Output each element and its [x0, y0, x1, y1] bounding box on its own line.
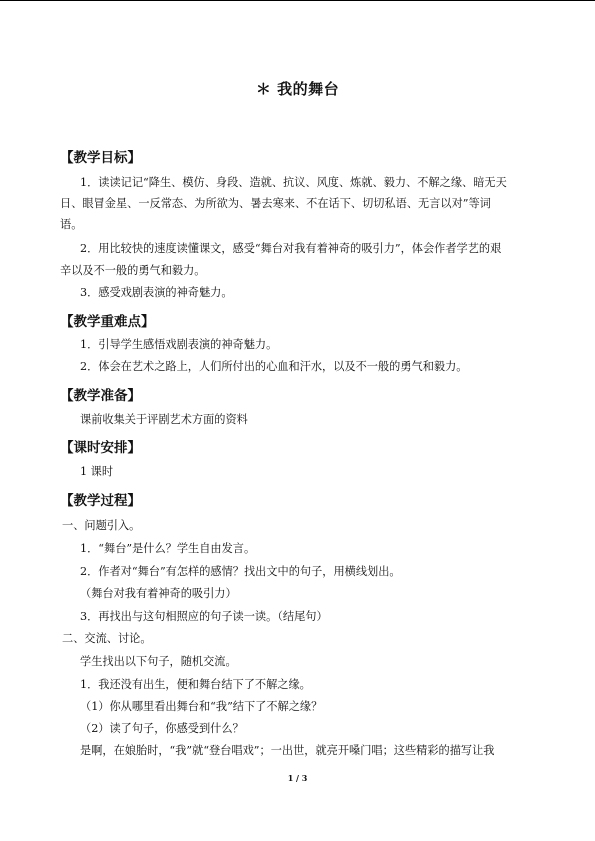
- process-line: （舞台对我有着神奇的吸引力）: [80, 587, 237, 600]
- key-points-line: 2．体会在艺术之路上，人们所付出的心血和汗水，以及不一般的勇气和毅力。: [80, 360, 468, 373]
- process-line: 二、交流、讨论。: [62, 632, 152, 645]
- process-line: 1．“舞台”是什么？学生自由发言。: [80, 542, 256, 555]
- process-line: 1．我还没有出生，便和舞台结下了不解之缘。: [80, 678, 311, 691]
- key-points-line: 1．引导学生感悟戏剧表演的神奇魅力。: [80, 338, 278, 351]
- page-number: 1 / 3: [287, 773, 308, 783]
- heading-schedule: 【课时安排】: [60, 440, 141, 456]
- objectives-line: 日、眼冒金星、一反常态、为所欲为、暑去寒来、不在话下、切切私语、无言以对”等词: [60, 197, 491, 210]
- process-line: （1）你从哪里看出舞台和“我”结下了不解之缘？: [80, 700, 323, 713]
- schedule-line: 1 课时: [80, 465, 114, 478]
- preparation-line: 课前收集关于评剧艺术方面的资料: [80, 413, 248, 426]
- page-title: ＊ 我的舞台: [255, 80, 340, 98]
- heading-process: 【教学过程】: [60, 493, 141, 509]
- heading-key-points: 【教学重难点】: [60, 314, 155, 330]
- process-line: 学生找出以下句子，随机交流。: [80, 655, 237, 668]
- heading-preparation: 【教学准备】: [60, 388, 141, 404]
- process-line: 3．再找出与这句相照应的句子读一读。（结尾句）: [80, 610, 328, 623]
- objectives-line: 3．感受戏剧表演的神奇魅力。: [80, 286, 233, 299]
- process-line: 2．作者对“舞台”有怎样的感情？找出文中的句子，用横线划出。: [80, 565, 401, 578]
- process-line: （2）读了句子，你感受到什么？: [80, 722, 244, 735]
- objectives-line: 辛以及不一般的勇气和毅力。: [60, 264, 206, 277]
- objectives-line: 2．用比较快的速度读懂课文，感受“舞台对我有着神奇的吸引力”，体会作者学艺的艰: [80, 242, 502, 255]
- process-line: 是啊，在娘胎时，“我”就“登台唱戏”；一出世，就亮开嗓门唱；这些精彩的描写让我: [80, 744, 495, 757]
- heading-objectives: 【教学目标】: [60, 150, 141, 166]
- process-line: 一、问题引入。: [62, 519, 141, 532]
- objectives-line: 语。: [60, 218, 83, 231]
- objectives-line: 1．读读记记“降生、模仿、身段、造就、抗议、风度、炼就、毅力、不解之缘、暗无天: [80, 176, 507, 189]
